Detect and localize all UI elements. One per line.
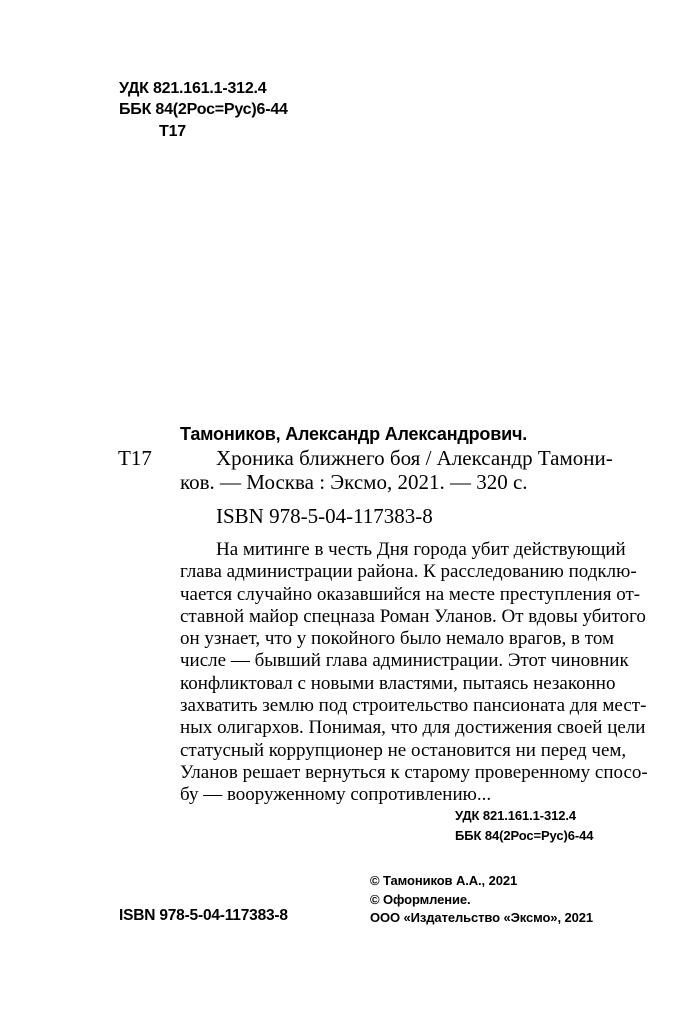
annotation-line: бу — вооруженному сопротивлению... <box>180 784 492 806</box>
bbk-code-bottom: ББК 84(2Рос=Рус)6-44 <box>455 828 594 843</box>
annotation-line: На митинге в честь Дня города убит действующий <box>216 539 626 560</box>
author-mark-top: Т17 <box>159 123 186 140</box>
author-heading: Тамоников, Александр Александрович. <box>180 424 528 444</box>
annotation-line: он узнает, что у покойного было немало врагов, в том <box>180 628 614 650</box>
author-mark: Т17 <box>118 446 152 470</box>
annotation-line: конфликтовал с новыми властями, пытаясь незаконно <box>180 672 616 694</box>
isbn-entry: ISBN 978-5-04-117383-8 <box>216 504 433 528</box>
annotation-line: глава администрации района. К расследованию подклю- <box>180 561 637 583</box>
annotation-line: ных олигархов. Понимая, что для достижения своей цели <box>180 717 646 739</box>
annotation-line: чается случайно оказавшийся на месте преступления от- <box>180 583 641 605</box>
udk-code-bottom: УДК 821.161.1-312.4 <box>455 808 577 823</box>
isbn-bottom: ISBN 978-5-04-117383-8 <box>119 907 288 924</box>
annotation-line: ставной майор спецназа Роман Уланов. От вдовы убитого <box>180 605 646 627</box>
annotation-line: захватить землю под строительство пансионата для мест- <box>180 695 647 717</box>
annotation-line: числе — бывший глава администрации. Этот чиновник <box>180 650 629 672</box>
annotation-line: статусный коррупционер не остановится ни перед чем, <box>180 739 627 761</box>
udk-code-top: УДК 821.161.1-312.4 <box>119 80 267 97</box>
title-line-2: ков. — Москва : Эксмо, 2021. — 320 с. <box>180 470 528 494</box>
copyright-author: © Тамоников А.А., 2021 <box>370 873 518 888</box>
bbk-code-top: ББК 84(2Рос=Рус)6-44 <box>119 101 288 118</box>
copyright-design: © Оформление. <box>370 892 471 907</box>
annotation <box>180 539 648 807</box>
copyright-publisher: ООО «Издательство «Эксмо», 2021 <box>370 910 593 925</box>
title-line-1: Хроника ближнего боя / Александр Тамони- <box>216 446 613 470</box>
annotation-line: Уланов решает вернуться к старому проверенному спосо- <box>180 761 648 783</box>
